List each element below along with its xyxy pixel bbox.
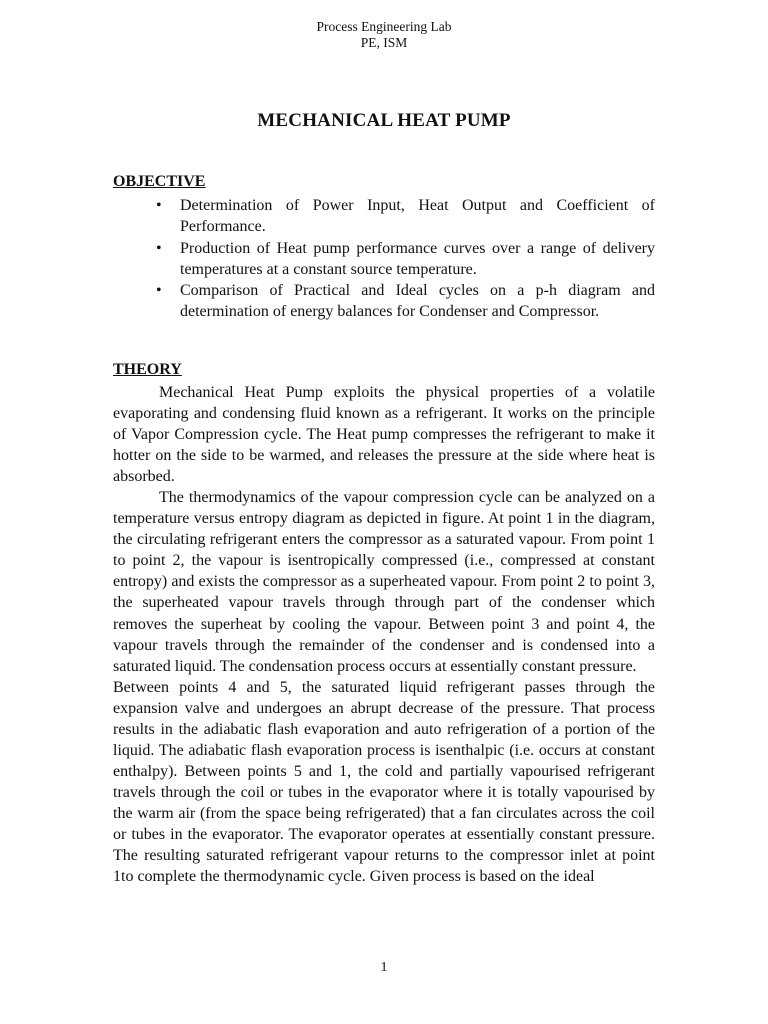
objective-heading: OBJECTIVE — [113, 173, 206, 190]
objective-item-text: Determination of Power Input, Heat Output and Coefficient of Performance. — [180, 197, 655, 236]
objective-list — [113, 195, 655, 323]
objective-item-text: Production of Heat pump performance curves over a range of delivery temperatures at a constant source temperature. — [180, 239, 655, 278]
objective-item — [113, 195, 655, 238]
bullet-icon: • — [156, 197, 162, 214]
objective-item — [113, 280, 655, 323]
bullet-icon: • — [156, 239, 162, 257]
document-title: MECHANICAL HEAT PUMP — [257, 110, 511, 131]
bullet-icon: • — [156, 282, 162, 300]
page-number: 1 — [380, 960, 388, 975]
header-department: PE, ISM — [360, 35, 408, 50]
theory-paragraph: Mechanical Heat Pump exploits the physical properties of a volatile evaporating and condensing fluid known as a refrigerant. It works on the principle of Vapor Compression cycle. The Heat pump compresses the refrigerant to make it hotter on the side to be warmed, and releases the pressure at the side where heat is absorbed. — [113, 384, 655, 486]
theory-heading: THEORY — [113, 361, 182, 378]
theory-paragraph: The thermodynamics of the vapour compression cycle can be analyzed on a temperature versus entropy diagram as depicted in figure. At point 1 in the diagram, the circulating refrigerant enters the compressor as a saturated vapour. From point 1 to point 2, the vapour is isentropically compressed (i.e., compressed at constant entropy) and exists the compressor as a superheated vapour. From point 2 to point 3, the superheated vapour travels through through part of the condenser which removes the superheat by cooling the vapour. Between point 3 and point 4, the vapour travels through the remainder of the condenser and is condensed into a saturated liquid. The condensation process occurs at essentially constant pressure. — [113, 489, 655, 675]
theory-body — [113, 382, 655, 887]
theory-paragraph: Between points 4 and 5, the saturated liquid refrigerant passes through the expansion valve and undergoes an abrupt decrease of the pressure. That process results in the adiabatic flash evaporation and auto refrigeration of a portion of the liquid. The adiabatic flash evaporation process is isenthalpic (i.e. occurs at constant enthalpy). Between points 5 and 1, the cold and partially vapourised refrigerant travels through the coil or tubes in the evaporator where it is totally vapourised by the warm air (from the space being refrigerated) that a fan circulates across the coil or tubes in the evaporator. The evaporator operates at essentially constant pressure. The resulting saturated refrigerant vapour returns to the compressor inlet at point 1to complete the thermodynamic cycle. Given process is based on the ideal — [113, 678, 655, 886]
objective-item — [113, 238, 655, 281]
page-header — [0, 19, 768, 51]
header-lab-name: Process Engineering Lab — [316, 19, 452, 34]
objective-item-text: Comparison of Practical and Ideal cycles on a p-h diagram and determination of energy balances for Condenser and Compressor. — [180, 282, 655, 321]
